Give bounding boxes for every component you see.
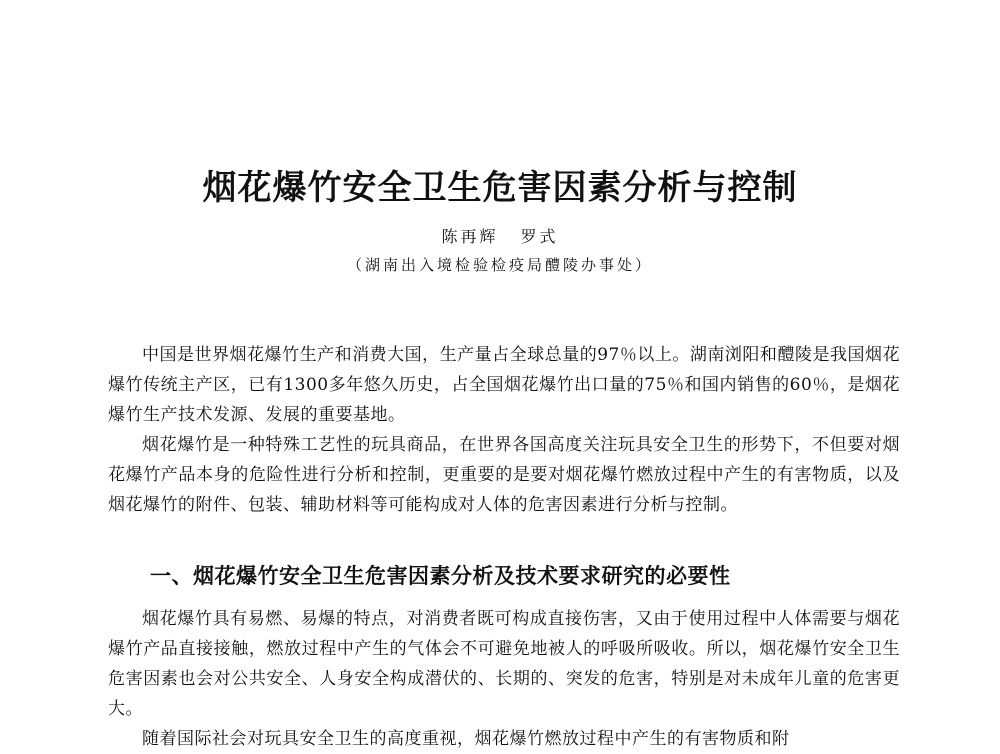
author-name: 罗式: [520, 227, 559, 246]
body-paragraph-partial: 随着国际社会对玩具安全卫生的高度重视，烟花爆竹燃放过程中产生的有害物质和附: [142, 729, 790, 749]
section-heading: 一、烟花爆竹安全卫生危害因素分析及技术要求研究的必要性: [150, 564, 731, 588]
body-paragraph: 烟花爆竹具有易燃、易爆的特点，对消费者既可构成直接伤害，又由于使用过程中人体需要与烟花爆竹产品直接接触，燃放过程中产生的气体会不可避免地被人的呼吸所吸收。所以，烟花爆竹安全卫生危害因素也会对公共安全、人身安全构成潜伏的、长期的、突发的危害，特别是对未成年儿童的危害更大。: [108, 609, 900, 719]
author-name: 陈再辉: [441, 227, 499, 246]
author-line: [0, 224, 1000, 247]
body-paragraph: 烟花爆竹是一种特殊工艺性的玩具商品，在世界各国高度关注玩具安全卫生的形势下，不但要对烟花爆竹产品本身的危险性进行分析和控制，更重要的是要对烟花爆竹燃放过程中产生的有害物质，以及烟花爆竹的附件、包装、辅助材料等可能构成对人体的危害因素进行分析与控制。: [108, 435, 900, 515]
body-paragraph: 中国是世界烟花爆竹生产和消费大国，生产量占全球总量的97％以上。湖南浏阳和醴陵是我国烟花爆竹传统主产区，已有1300多年悠久历史，占全国烟花爆竹出口量的75％和国内销售的60％，是烟花爆竹生产技术发源、发展的重要基地。: [108, 345, 900, 425]
author-affiliation: （湖南出入境检验检疫局醴陵办事处）: [346, 256, 653, 274]
article-title: 烟花爆竹安全卫生危害因素分析与控制: [202, 168, 798, 208]
